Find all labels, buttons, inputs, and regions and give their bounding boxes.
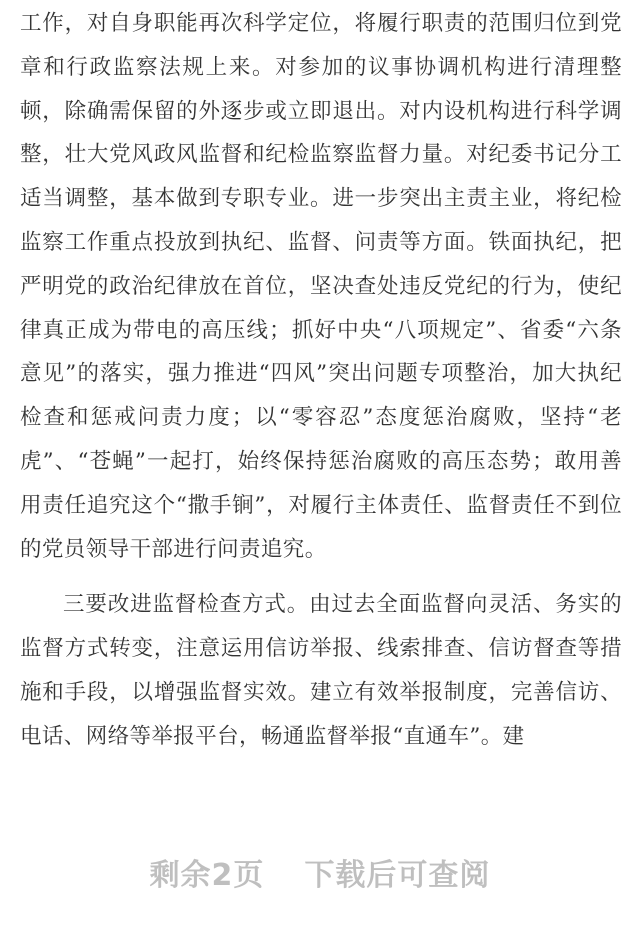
download-hint-label: 下载后可查阅: [304, 858, 491, 893]
paragraph-1: 工作，对自身职能再次科学定位，将履行职责的范围归位到党章和行政监察法规上来。对参加的议事协调机构进行清理整顿，除确需保留的外逐步或立即退出。对内设机构进行科学调整，壮大党风政风监督和纪检监察监督力量。对纪委书记分工适当调整，基本做到专职专业。进一步突出主责主业，将纪检监察工作重点投放到执纪、监督、问责等方面。铁面执纪，把严明党的政治纪律放在首位，坚决查处违反党纪的行为，使纪律真正成为带电的高压线；抓好中央“八项规定”、省委“六条意见”的落实，强力推进“四风”突出问题专项整治，加大执纪检查和惩戒问责力度；以“零容忍”态度惩治腐败，坚持“老虎”、“苍蝇”一起打，始终保持惩治腐败的高压态势；敢用善用责任追究这个“撒手锏”，对履行主体责任、监督责任不到位的党员领导干部进行问责追究。: [20, 11, 622, 562]
download-prompt[interactable]: [0, 850, 640, 894]
remaining-pages-label: 剩余2页: [149, 858, 265, 893]
paragraph-2: 三要改进监督检查方式。由过去全面监督向灵活、务实的监督方式转变，注意运用信访举报、线索排查、信访督查等措施和手段，以增强监督实效。建立有效举报制度，完善信访、电话、网络等举报平台，畅通监督举报“直通车”。建: [20, 592, 622, 749]
document-body: [20, 0, 622, 759]
